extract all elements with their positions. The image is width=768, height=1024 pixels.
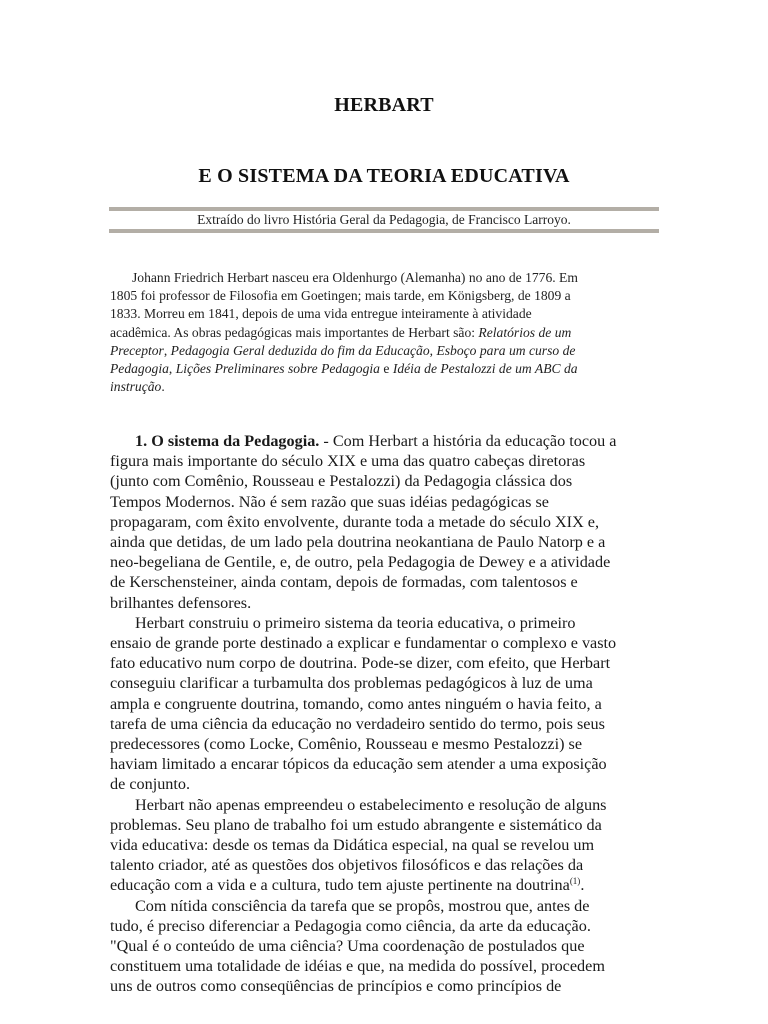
body-line: Herbart não apenas empreendeu o estabelecimento e resolução de alguns [135,795,607,814]
body-line: brilhantes defensores. [110,593,252,612]
body-line: tudo, é preciso diferenciar a Pedagogia como ciência, da arte da educação. [110,916,591,935]
work-title: Pedagogia Geral deduzida do fim da Educação [170,342,430,358]
intro-text: acadêmica. As obras pedagógicas mais importantes de Herbart são: [110,324,479,340]
intro-line: 1833. Morreu em 1841, depois de uma vida entregue inteiramente à atividade [110,306,532,322]
intro-text: , [163,342,171,358]
section-heading-line [110,431,670,451]
body-line: ampla e congruente doutrina, tomando, como antes ninguém o havia feito, a [110,694,602,713]
body-line [110,875,670,895]
source-note: Extraído do livro História Geral da Pedagogia, de Francisco Larroyo. [197,212,571,227]
body-text: educação com a vida e a cultura, tudo tem ajuste pertinente na doutrina [110,876,570,895]
work-title: Relatórios de um [478,324,572,340]
body-text: - Com Herbart a história da educação tocou a [319,432,617,450]
work-title: Pedagogia [110,361,169,377]
intro-line [110,342,660,360]
intro-text: e [379,361,393,377]
body-line: tarefa de uma ciência da educação no verdadeiro sentido do termo, pois seus [110,714,605,733]
intro-line: 1805 foi professor de Filosofia em Goetingen; mais tarde, em Königsberg, de 1809 a [110,288,571,304]
body-line: fato educativo num corpo de doutrina. Pode-se dizer, com efeito, que Herbart [110,654,611,673]
source-rule-bottom [109,229,659,233]
body-line: "Qual é o conteúdo de uma ciência? Uma coordenação de postulados que [110,937,585,956]
body-line: figura mais importante do século XIX e uma das quatro cabeças diretoras [110,452,586,471]
body-line: Com nítida consciência da tarefa que se propôs, mostrou que, antes de [135,896,590,915]
body-line: de Kerschensteiner, ainda contam, depois de formadas, com talentosos e [110,573,578,592]
body-line: vida educativa: desde os temas da Didática especial, na qual se revelou um [110,836,595,855]
work-title: instrução [110,379,162,395]
body-line: neo-begeliana de Gentile, e, de outro, pela Pedagogia de Dewey e a atividade [110,553,611,572]
body-line: uns de outros como conseqüências de princípios e como princípios de [110,977,562,996]
work-title: Esboço para um curso de [436,342,576,358]
intro-text: , [168,361,176,377]
body-line: haviam limitado a encarar tópicos da educação sem atender a uma exposição [110,755,607,774]
intro-line: Johann Friedrich Herbart nasceu era Oldenhurgo (Alemanha) no ano de 1776. Em [132,270,578,285]
body-line: conseguiu clarificar a turbamulta dos problemas pedagógicos à luz de uma [110,674,593,693]
body-line: de conjunto. [110,775,191,794]
body-line: Tempos Modernos. Não é sem razão que suas idéias pedagógicas se [110,492,549,511]
body-line: Herbart construiu o primeiro sistema da teoria educativa, o primeiro [135,613,576,632]
page-subtitle: E O SISTEMA DA TEORIA EDUCATIVA [198,165,570,187]
body-line: (junto com Comênio, Rousseau e Pestalozzi) da Pedagogia clássica dos [110,472,573,491]
footnote-marker[interactable]: (1) [569,876,581,887]
intro-line [110,360,660,378]
body-text: . [580,876,585,895]
work-title: Preceptor [110,342,164,358]
page-title: HERBART [334,94,434,116]
work-title: Lições Preliminares sobre Pedagogia [175,361,380,377]
section-1-body [110,431,670,997]
intro-paragraph [110,269,660,396]
intro-line [110,378,660,396]
intro-text: , [429,342,437,358]
body-line: propagaram, com êxito envolvente, durante toda a metade do século XIX e, [110,512,600,531]
body-line: ensaio de grande porte destinado a explicar e fundamentar o complexo e vasto [110,634,617,653]
body-line: constituem uma totalidade de idéias e que, na medida do possível, procedem [110,957,605,976]
intro-text: . [161,379,165,395]
body-line: predecessores (como Locke, Comênio, Rousseau e mesmo Pestalozzi) se [110,735,582,754]
body-line: talento criador, até as questões dos objetivos filosóficos e das relações da [110,856,584,875]
section-heading: 1. O sistema da Pedagogia. [135,432,320,450]
work-title: Idéia de Pestalozzi de um ABC da [392,361,578,377]
intro-line [110,324,660,342]
body-line: problemas. Seu plano de trabalho foi um estudo abrangente e sistemático da [110,815,602,834]
body-line: ainda que detidas, de um lado pela doutrina neokantiana de Paulo Natorp e a [110,533,606,552]
